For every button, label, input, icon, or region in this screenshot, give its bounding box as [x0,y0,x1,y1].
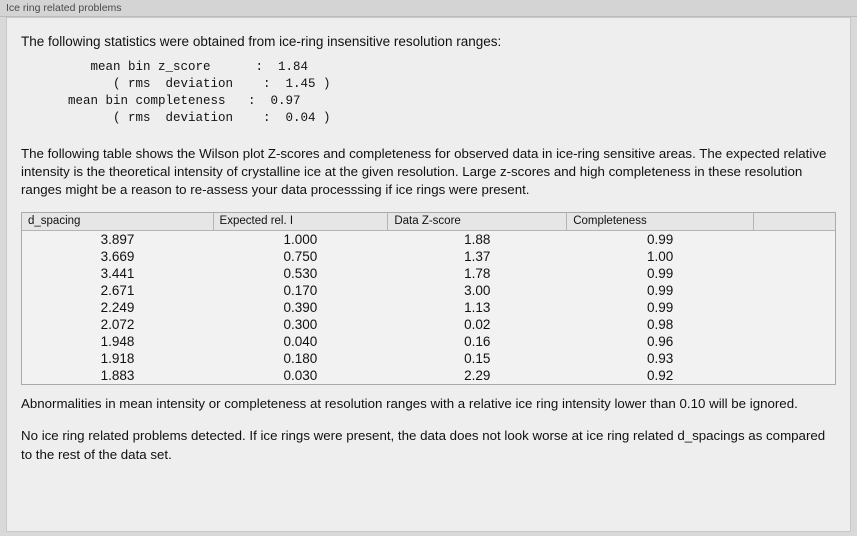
cell-spacer [754,367,835,384]
cell-data-z-score: 3.00 [388,282,567,299]
cell-spacer [754,333,835,350]
conclusion-note: No ice ring related problems detected. If ice rings were present, the data does not look worse at ice ring related d_spacings as compared to the rest of the data set. [21,428,826,462]
cell-d-spacing: 1.948 [22,333,213,350]
cell-data-z-score: 1.13 [388,299,567,316]
table-row[interactable] [22,282,835,299]
table-row[interactable] [22,265,835,282]
table-row[interactable] [22,230,835,248]
cell-spacer [754,282,835,299]
cell-d-spacing: 2.072 [22,316,213,333]
column-header-expected-rel-i[interactable]: Expected rel. I [213,213,388,231]
cell-completeness: 0.93 [567,350,754,367]
cell-completeness: 0.99 [567,299,754,316]
description-text: The following table shows the Wilson plot Z-scores and completeness for observed data in ice-ring sensitive areas. The expected relative intensity is the theoretical intensity of crystalline ice at the given resolution. Large z-scores and high completeness in these resolution ranges might be a reason to re-assess your data processsing if ice rings were present. [21,145,827,198]
window-titlebar [0,0,857,17]
cell-expected-rel-i: 0.040 [213,333,388,350]
table-row[interactable] [22,350,835,367]
table-row[interactable] [22,316,835,333]
report-content-panel [6,17,851,532]
cell-spacer [754,316,835,333]
cell-expected-rel-i: 0.170 [213,282,388,299]
cell-spacer [754,350,835,367]
cell-completeness: 0.98 [567,316,754,333]
table-row[interactable] [22,248,835,265]
cell-data-z-score: 0.15 [388,350,567,367]
intro-text: The following statistics were obtained from ice-ring insensitive resolution ranges: [21,34,502,49]
cell-expected-rel-i: 0.530 [213,265,388,282]
cell-data-z-score: 1.37 [388,248,567,265]
cell-completeness: 0.99 [567,230,754,248]
cell-expected-rel-i: 0.180 [213,350,388,367]
cell-data-z-score: 0.16 [388,333,567,350]
cell-expected-rel-i: 0.300 [213,316,388,333]
cell-d-spacing: 1.918 [22,350,213,367]
abnormalities-note: Abnormalities in mean intensity or completeness at resolution ranges with a relative ice ring intensity lower than 0.10 will be ignored. [21,395,798,411]
cell-completeness: 0.92 [567,367,754,384]
cell-expected-rel-i: 0.030 [213,367,388,384]
table-row[interactable] [22,299,835,316]
cell-data-z-score: 2.29 [388,367,567,384]
ice-ring-table [22,213,835,384]
cell-data-z-score: 1.78 [388,265,567,282]
cell-d-spacing: 3.669 [22,248,213,265]
cell-completeness: 0.99 [567,282,754,299]
cell-d-spacing: 3.897 [22,230,213,248]
cell-data-z-score: 1.88 [388,230,567,248]
table-row[interactable] [22,367,835,384]
column-header-completeness[interactable]: Completeness [567,213,754,231]
cell-d-spacing: 2.249 [22,299,213,316]
cell-expected-rel-i: 0.750 [213,248,388,265]
cell-d-spacing: 3.441 [22,265,213,282]
statistics-block: mean bin z_score : 1.84 ( rms deviation : 1.45 ) mean bin completeness : 0.97 ( rms deviation : 0.04 ) [68,60,331,125]
cell-completeness: 0.99 [567,265,754,282]
cell-spacer [754,248,835,265]
table-header-row [22,213,835,231]
cell-spacer [754,299,835,316]
cell-completeness: 1.00 [567,248,754,265]
window-title: Ice ring related problems [6,2,122,14]
cell-completeness: 0.96 [567,333,754,350]
column-header-spacer[interactable] [754,213,835,231]
table-row[interactable] [22,333,835,350]
column-header-data-z-score[interactable]: Data Z-score [388,213,567,231]
cell-d-spacing: 1.883 [22,367,213,384]
cell-expected-rel-i: 0.390 [213,299,388,316]
cell-d-spacing: 2.671 [22,282,213,299]
cell-spacer [754,265,835,282]
cell-expected-rel-i: 1.000 [213,230,388,248]
cell-spacer [754,230,835,248]
column-header-d-spacing[interactable]: d_spacing [22,213,213,231]
ice-ring-table-container [21,212,836,385]
cell-data-z-score: 0.02 [388,316,567,333]
